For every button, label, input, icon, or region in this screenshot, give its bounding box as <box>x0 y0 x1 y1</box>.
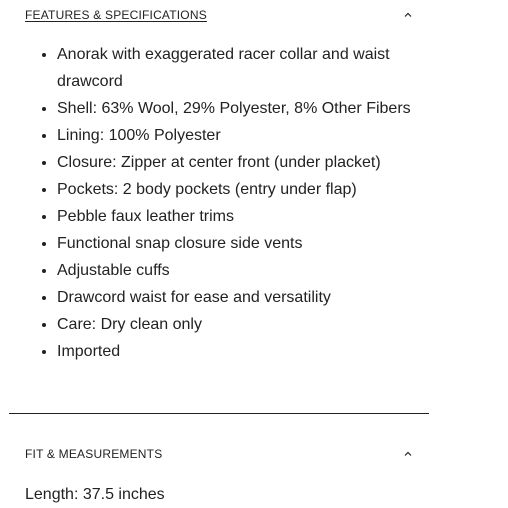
fit-length-text: Length: 37.5 inches <box>25 486 165 503</box>
list-item: • Adjustable cuffs <box>57 257 429 284</box>
list-item: • Shell: 63% Wool, 29% Polyester, 8% Other Fibers <box>57 95 429 122</box>
features-list <box>9 41 429 365</box>
features-body <box>9 30 429 365</box>
list-item: • Lining: 100% Polyester <box>57 122 429 149</box>
list-item: • Drawcord waist for ease and versatility <box>57 284 429 311</box>
list-item: • Pebble faux leather trims <box>57 203 429 230</box>
features-accordion <box>9 0 429 365</box>
features-title: FEATURES & SPECIFICATIONS <box>25 8 207 22</box>
fit-accordion-header[interactable] <box>9 434 429 474</box>
list-item: • Pockets: 2 body pockets (entry under flap) <box>57 176 429 203</box>
fit-title: FIT & MEASUREMENTS <box>25 447 163 461</box>
fit-accordion <box>9 413 429 508</box>
list-item: • Closure: Zipper at center front (under placket) <box>57 149 429 176</box>
list-item: • Functional snap closure side vents <box>57 230 429 257</box>
chevron-up-icon[interactable] <box>403 449 413 459</box>
list-item: • Anorak with exaggerated racer collar and waist drawcord <box>57 41 429 95</box>
list-item: • Imported <box>57 338 429 365</box>
chevron-up-icon[interactable] <box>403 10 413 20</box>
list-item: • Care: Dry clean only <box>57 311 429 338</box>
features-accordion-header[interactable] <box>9 0 429 30</box>
